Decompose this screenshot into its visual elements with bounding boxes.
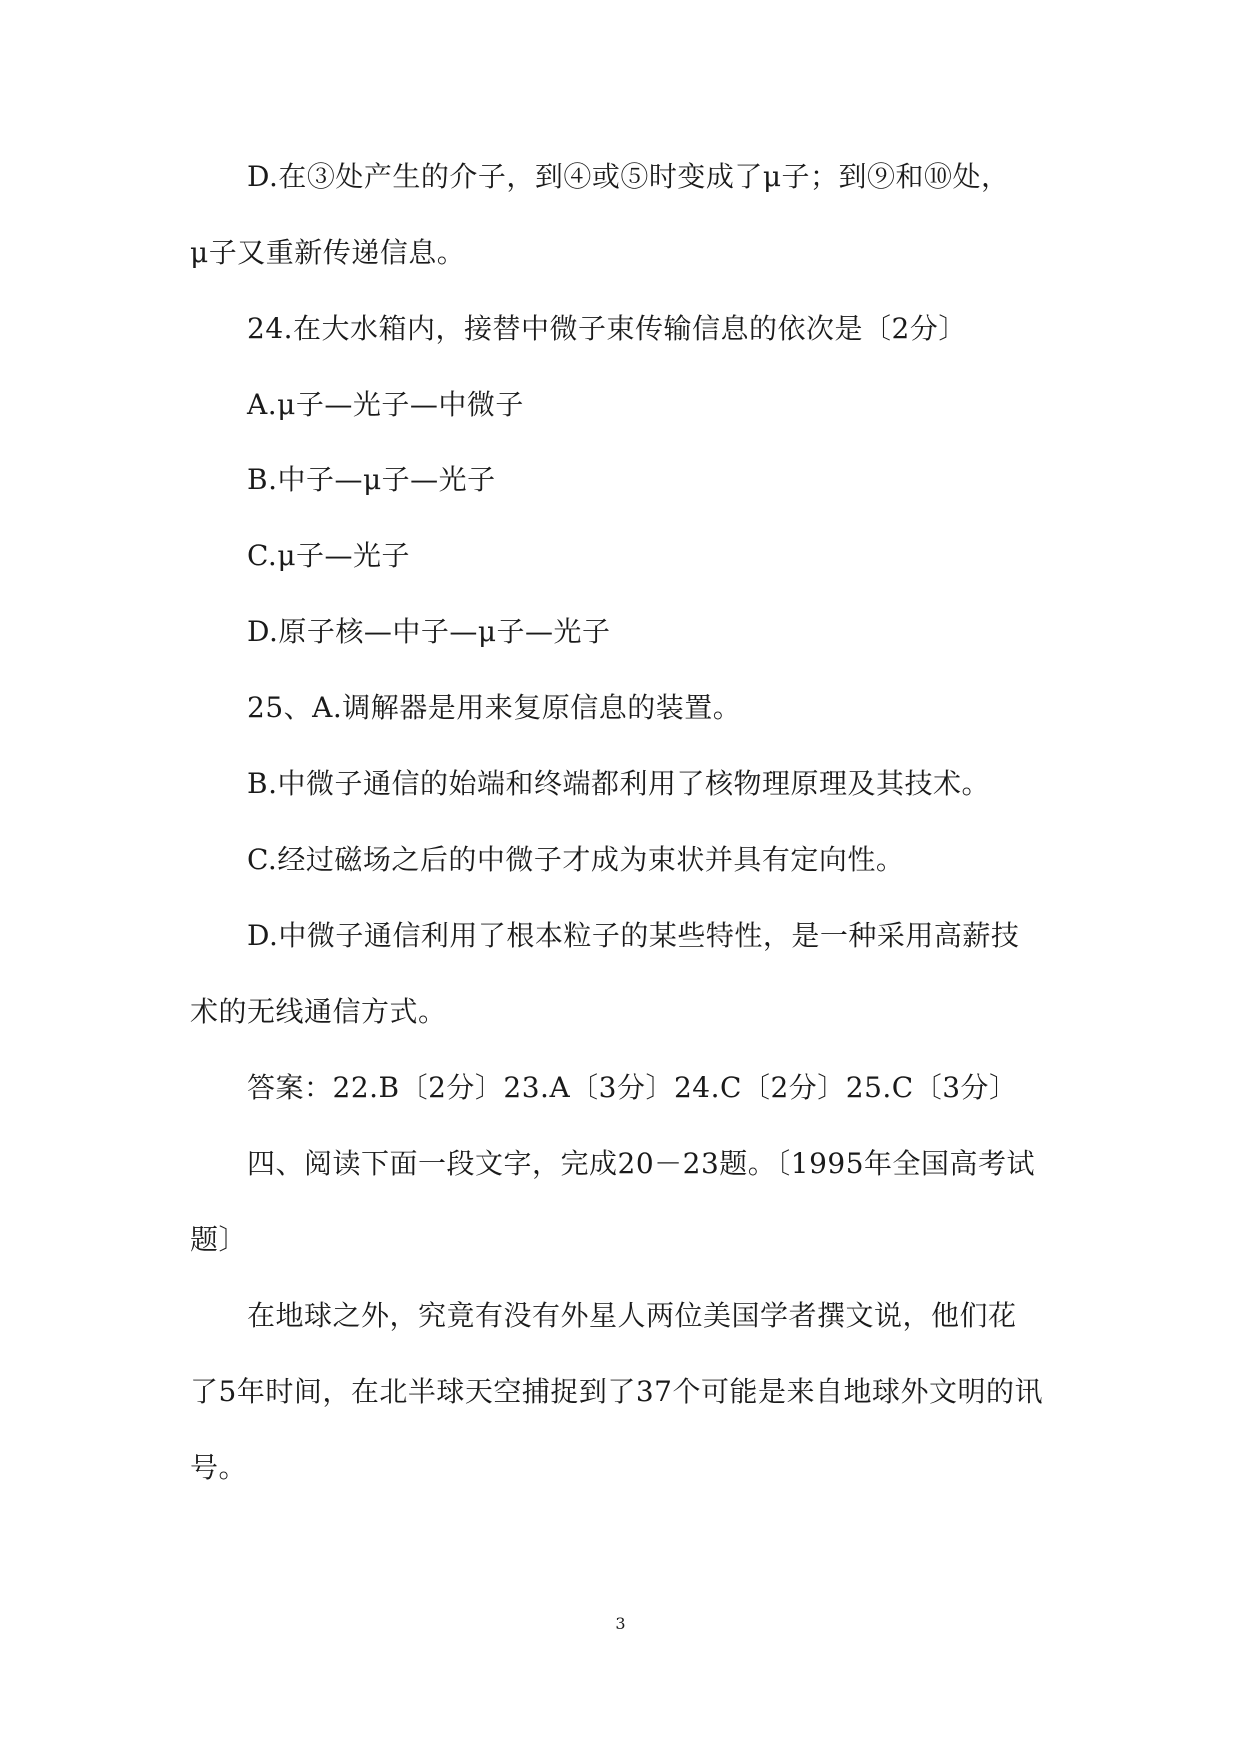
text-line: B.中微子通信的始端和终端都利用了核物理原理及其技术。: [247, 767, 990, 800]
text-line: μ子又重新传递信息。: [190, 236, 466, 269]
text-line: 在地球之外，究竟有没有外星人两位美国学者撰文说，他们花: [247, 1299, 1017, 1332]
text-line: 了5年时间，在北半球天空捕捉到了37个可能是来自地球外文明的讯: [190, 1375, 1043, 1408]
text-line: C.μ子—光子: [247, 539, 411, 572]
text-line: D.在③处产生的介子，到④或⑤时变成了μ子；到⑨和⑩处，: [247, 160, 1010, 193]
text-line: 题〕: [190, 1223, 248, 1256]
text-line: B.中子—μ子—光子: [247, 463, 496, 496]
text-line: C.经过磁场之后的中微子才成为束状并具有定向性。: [247, 843, 905, 876]
text-line: D.中微子通信利用了根本粒子的某些特性，是一种采用高薪技: [247, 919, 1020, 952]
text-line: 答案：22.B〔2分〕23.A〔3分〕24.C〔2分〕25.C〔3分〕: [247, 1071, 1018, 1104]
text-line: 四、阅读下面一段文字，完成20－23题。〔1995年全国高考试: [247, 1147, 1036, 1180]
text-line: D.原子核—中子—μ子—光子: [247, 615, 611, 648]
text-line: 25、A.调解器是用来复原信息的装置。: [247, 691, 742, 724]
text-line: A.μ子—光子—中微子: [247, 388, 524, 421]
page-number: 3: [615, 1614, 626, 1633]
text-line: 术的无线通信方式。: [190, 995, 447, 1028]
text-line: 号。: [190, 1451, 248, 1484]
text-line: 24.在大水箱内，接替中微子束传输信息的依次是〔2分〕: [247, 312, 967, 345]
